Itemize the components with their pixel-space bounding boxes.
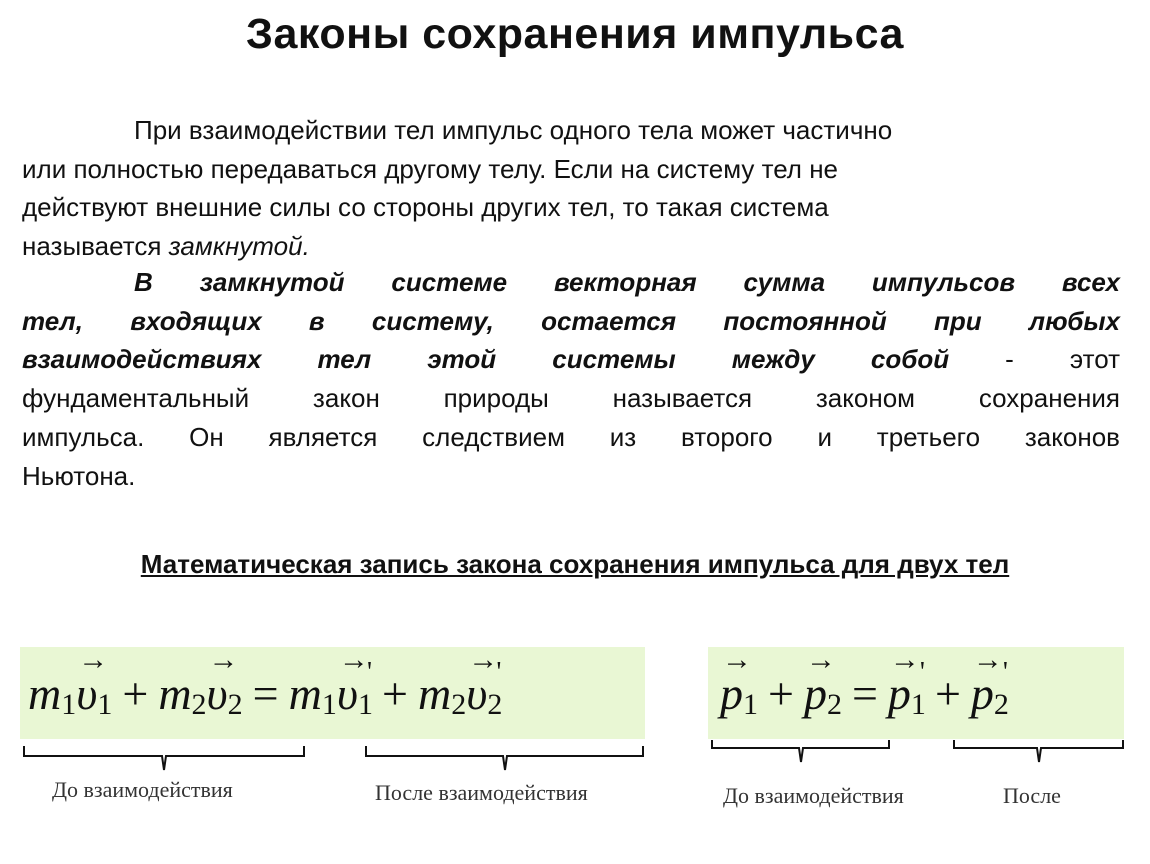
law-paragraph <box>22 263 1120 495</box>
label-before-interaction: До взаимодействия <box>52 777 233 802</box>
velocity-vector: → υ <box>207 667 228 720</box>
momentum-vector: → p <box>971 667 994 720</box>
text-segment: называется <box>22 231 169 262</box>
page-title: Законы сохранения импульса <box>246 10 904 58</box>
italic-term: замкнутой. <box>168 231 310 262</box>
momentum-formula: → p 1 + → p 2 = → p 1 ' + → p 2 ' <box>708 647 1124 739</box>
intro-paragraph <box>22 111 1120 266</box>
momentum-velocity-formula: m 1 → υ 1 + m 2 → υ 2 = m 1 → υ 1 ' + m 2 → υ 2 ' <box>20 647 645 739</box>
label-after-interaction: После взаимодействия <box>375 780 588 805</box>
text-line: действуют внешние силы со стороны других тел, то такая система <box>22 192 829 223</box>
momentum-vector: → p <box>888 667 911 720</box>
text-line: импульса. Он является следствием из второго и третьего законов <box>22 421 1120 452</box>
label-before-interaction-2: До взаимодействия <box>723 783 904 808</box>
section-subtitle: Математическая запись закона сохранения импульса для двух тел <box>140 549 1010 579</box>
text-line <box>22 227 1120 266</box>
brace-before-1 <box>22 744 307 774</box>
velocity-vector: → υ <box>466 667 487 720</box>
velocity-vector: → υ <box>76 667 97 720</box>
text-line: При взаимодействии тел импульс одного тела может частично <box>134 115 893 145</box>
brace-before-2 <box>710 738 892 766</box>
law-statement-line: тел, входящих в систему, остается постоянной при любых <box>22 305 1120 336</box>
text-segment: - этот <box>949 344 1120 375</box>
text-line: Ньютона. <box>22 460 136 491</box>
label-after-2: После <box>1003 783 1061 808</box>
brace-after-1 <box>364 744 646 774</box>
momentum-vector: → p <box>720 667 743 720</box>
momentum-vector: → p <box>804 667 827 720</box>
brace-after-2 <box>952 738 1126 766</box>
text-line: или полностью передаваться другому телу. Если на систему тел не <box>22 153 839 184</box>
text-line <box>22 340 1120 379</box>
velocity-vector: → υ <box>337 667 358 720</box>
law-statement-line: В замкнутой системе векторная сумма импульсов всех <box>134 267 1120 297</box>
law-statement-end: взаимодействиях тел этой системы между собой <box>22 344 950 375</box>
text-line: фундаментальный закон природы называется законом сохранения <box>22 383 1120 414</box>
